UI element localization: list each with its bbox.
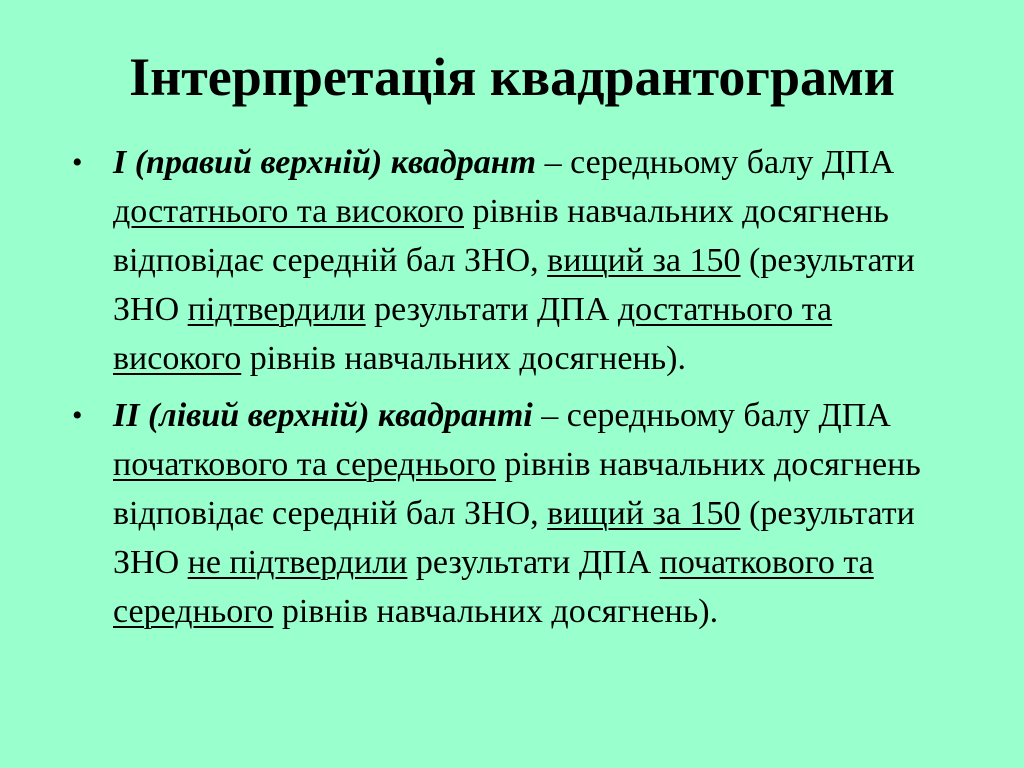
bullet-text: – середньому балу ДПА — [536, 144, 895, 181]
bullet-dot-icon: • — [72, 399, 83, 432]
bullet-text: (результати ЗНО — [113, 495, 915, 581]
underlined-text: початкового та середнього — [113, 446, 496, 483]
bullet-text: (результати ЗНО — [113, 242, 915, 328]
underlined-text: не підтвердили — [187, 544, 408, 581]
underlined-text: вищий за 150 — [547, 242, 741, 279]
bullet-list — [72, 138, 952, 644]
slide-title: Інтерпретація квадрантограми — [129, 47, 895, 107]
bullet-dot-icon: • — [72, 146, 83, 179]
bullet-lead: II (лівий верхній) квадранті — [113, 397, 533, 434]
bullet-text: рівнів навчальних досягнень відповідає середній бал ЗНО, — [113, 193, 889, 279]
bullet-item-quadrant-2 — [72, 391, 952, 636]
bullet-lead: I (правий верхній) квадрант — [113, 144, 537, 181]
bullet-text: рівнів навчальних досягнень відповідає середній бал ЗНО, — [113, 446, 921, 532]
bullet-text: результати ДПА — [365, 291, 618, 328]
bullet-text: рівнів навчальних досягнень). — [241, 340, 686, 377]
underlined-text: достатнього та високого — [113, 291, 833, 377]
underlined-text: достатнього та високого — [113, 193, 464, 230]
underlined-text: початкового та середнього — [113, 544, 874, 630]
bullet-item-quadrant-1 — [72, 138, 952, 383]
underlined-text: вищий за 150 — [547, 495, 741, 532]
bullet-text: – середньому балу ДПА — [532, 397, 891, 434]
underlined-text: підтвердили — [187, 291, 366, 328]
bullet-text: результати ДПА — [407, 544, 660, 581]
bullet-text: рівнів навчальних досягнень). — [273, 593, 719, 630]
